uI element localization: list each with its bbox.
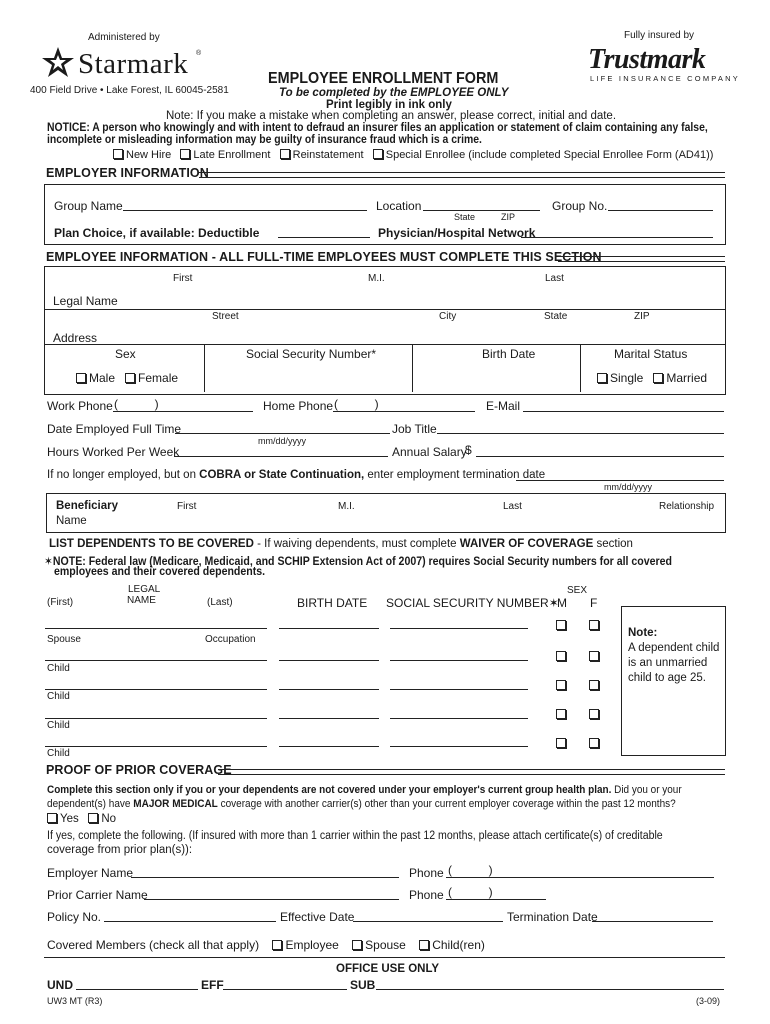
birth-date-label: Birth Date [482,347,536,361]
street-label: Street [212,311,239,322]
employer-phone-paren: ( ) [448,863,493,877]
enrollment-type-options [113,149,713,161]
annual-salary-field[interactable] [476,456,724,457]
section-divider [199,172,725,178]
dep-birth-date-label: BIRTH DATE [297,596,368,610]
female-label: Female [138,371,179,385]
deductible-field[interactable] [278,237,370,238]
prior-carrier-field[interactable] [144,899,399,900]
column-divider [580,344,581,392]
mi-label: M.I. [368,273,385,284]
hours-worked-label: Hours Worked Per Week [47,445,180,459]
sub-label: SUB [350,978,376,992]
reinstatement-option[interactable]: Reinstatement [280,149,364,161]
yes-checkbox[interactable] [47,813,57,823]
form-subtitle: To be completed by the EMPLOYEE ONLY [279,87,509,99]
legal-name-field[interactable] [44,309,725,310]
no-label: No [101,813,117,825]
location-label: Location [376,199,422,213]
policy-no-label: Policy No. [47,910,102,924]
ssn-law-note-1: ✶NOTE: Federal law (Medicare, Medicaid, and SCHIP Extension Act of 2007) requires Social Security numbers for all covered [44,556,673,568]
column-divider [204,344,205,392]
child2-label: Child [47,691,70,702]
job-title-label: Job Title [392,422,437,436]
address-field[interactable] [44,344,725,345]
beneficiary-box [46,493,726,533]
state-label: State [454,212,476,222]
dep-first-label: (First) [47,597,74,608]
dep-ssn-label: SOCIAL SECURITY NUMBER✶ [386,596,559,610]
address-label: Address [53,331,98,345]
carrier-phone-paren: ( ) [448,885,493,899]
spouse-ssn-field[interactable] [390,628,528,629]
marital-status-label: Marital Status [614,347,688,361]
employer-phone-label: Phone [409,866,444,880]
spouse-m-checkbox[interactable] [556,620,566,630]
carrier-phone-field[interactable] [446,899,546,900]
dependents-title: LIST DEPENDENTS TO BE COVERED - If waiving dependents, must complete WAIVER OF COVERAGE section [49,538,633,550]
date-employed-field[interactable] [175,433,390,434]
male-checkbox[interactable] [76,373,86,383]
city-label: City [439,311,457,322]
dependent-note-line: child to age 25. [628,672,707,684]
form-title: EMPLOYEE ENROLLMENT FORM [268,70,499,87]
location-field[interactable] [423,210,540,211]
yes-label: Yes [60,813,79,825]
if-yes-line-2: coverage from prior plan(s)): [47,844,193,856]
effective-date-field[interactable] [353,921,503,922]
address-state-label: State [544,311,568,322]
eff-label: EFF [201,978,224,992]
last-name-label: Last [545,273,564,284]
prior-carrier-label: Prior Carrier Name [47,888,148,902]
form-revision: (3-09) [696,996,721,1006]
work-phone-paren: ( ) [114,397,159,411]
home-phone-paren: ( ) [334,397,379,411]
sub-field[interactable] [376,989,724,990]
job-title-field[interactable] [437,433,724,434]
child1-ssn-field[interactable] [390,660,528,661]
physician-network-label: Physician/Hospital Network [378,226,536,240]
new-hire-checkbox[interactable] [113,149,123,159]
eff-field[interactable] [223,989,347,990]
employer-phone-field[interactable] [446,877,714,878]
single-checkbox[interactable] [597,373,607,383]
covered-members [47,938,485,952]
legal-label: LEGAL [128,584,161,595]
beneficiary-mi-label: M.I. [338,501,355,512]
beneficiary-label: Beneficiary [56,500,119,512]
registered-mark: ® [196,50,202,57]
child2-name-field[interactable] [45,689,267,690]
male-label: Male [89,371,116,385]
occupation-label: Occupation [205,634,256,645]
child2-f-checkbox[interactable] [589,680,599,690]
dep-last-label: (Last) [207,597,233,608]
fraud-notice-1: NOTICE: A person who knowingly and with intent to defraud an insurer files an application or statement of claim containing any false, [47,122,708,134]
office-divider [44,957,725,958]
group-no-field[interactable] [608,210,713,211]
special-enrollee-checkbox[interactable] [373,149,383,159]
email-label: E-Mail [486,399,521,413]
child4-m-checkbox[interactable] [556,738,566,748]
legal-name-label: Legal Name [53,294,118,308]
section-divider [558,256,725,262]
no-checkbox[interactable] [88,813,98,823]
covered-members-label: Covered Members (check all that apply) [47,938,260,952]
form-code: UW3 MT (R3) [47,996,103,1006]
child3-f-checkbox[interactable] [589,709,599,719]
spouse-f-checkbox[interactable] [589,620,599,630]
cm-employee-label: Employee [285,938,339,952]
physician-network-field[interactable] [521,237,713,238]
single-label: Single [610,371,644,385]
date-employed-label: Date Employed Full Time [47,422,182,436]
carrier-phone-label: Phone [409,888,444,902]
email-field[interactable] [523,411,724,412]
cm-spouse-label: Spouse [365,938,406,952]
child4-ssn-field[interactable] [390,746,528,747]
new-hire-option[interactable]: New Hire [113,149,171,161]
dep-f-label: F [590,596,598,610]
fully-insured-by: Fully insured by [624,30,695,41]
effective-date-label: Effective Date [280,910,355,924]
fraud-notice-2: incomplete or misleading information may be guilty of insurance fraud which is a crime. [47,134,482,146]
group-no-label: Group No. [552,199,608,213]
cobra-label: If no longer employed, but on COBRA or State Continuation, enter employment termination date [47,469,546,481]
sex-options [76,371,178,385]
child3-name-field[interactable] [45,718,267,719]
child4-f-checkbox[interactable] [589,738,599,748]
prior-coverage-title: PROOF OF PRIOR COVERAGE [46,763,232,777]
office-use-title: OFFICE USE ONLY [336,963,440,975]
child3-m-checkbox[interactable] [556,709,566,719]
child3-label: Child [47,720,70,731]
und-field[interactable] [76,989,198,990]
relationship-label: Relationship [659,501,715,512]
sex-label: Sex [115,347,136,361]
zip-label: ZIP [501,212,516,222]
spouse-birth-date-field[interactable] [279,628,379,629]
married-checkbox[interactable] [653,373,663,383]
plan-choice-label: Plan Choice, if available: Deductible [54,226,260,240]
group-name-field[interactable] [123,210,367,211]
child4-label: Child [47,748,70,759]
column-divider [412,344,413,392]
child2-m-checkbox[interactable] [556,680,566,690]
employer-name-field[interactable] [131,877,399,878]
asterisk-icon: ✶ [548,596,559,610]
termination-date-field[interactable] [516,480,724,481]
home-phone-label: Home Phone [263,399,334,413]
child4-birth-date-field[interactable] [279,746,379,747]
dep-sex-label: SEX [567,585,588,596]
print-legibly: Print legibly in ink only [326,99,452,111]
if-yes-line-1: If yes, complete the following. (If insured with more than 1 carrier within the past 12 months, please attach certificate(s) of creditable [47,830,663,842]
child1-f-checkbox[interactable] [589,651,599,661]
termination-date-format: mm/dd/yyyy [604,482,653,492]
employee-section-title: EMPLOYEE INFORMATION - ALL FULL-TIME EMPLOYEES MUST COMPLETE THIS SECTION [46,250,602,264]
child2-ssn-field[interactable] [390,689,528,690]
und-label: UND [47,978,73,992]
child1-name-field[interactable] [45,660,267,661]
beneficiary-last-label: Last [503,501,522,512]
employer-name-label: Employer Name [47,866,134,880]
marital-options [597,371,707,385]
dependent-note-line: is an unmarried [628,657,708,669]
cm-children-label: Child(ren) [432,938,485,952]
late-enrollment-checkbox[interactable] [180,149,190,159]
starmark-name: Starmark [78,48,189,80]
prior-termination-date-field[interactable] [592,921,713,922]
ssn-label: Social Security Number* [246,347,377,361]
policy-no-field[interactable] [104,921,276,922]
address-zip-label: ZIP [634,311,650,322]
annual-salary-label: Annual Salary [392,445,467,459]
work-phone-field[interactable] [113,411,253,412]
prior-yes-no [47,813,116,825]
date-format-hint: mm/dd/yyyy [258,436,307,446]
child3-ssn-field[interactable] [390,718,528,719]
employer-section-title: EMPLOYER INFORMATION [46,166,209,180]
starmark-address: 400 Field Drive • Lake Forest, IL 60045-2581 [30,85,229,96]
prior-intro-1: Complete this section only if you or your dependents are not covered under your employer's current group health plan. Did you or your [47,784,682,796]
starmark-logo-icon [40,46,76,80]
home-phone-field[interactable] [333,411,475,412]
cm-employee-checkbox[interactable] [272,940,282,950]
termination-date-label: Termination Date [507,910,598,924]
first-name-label: First [173,273,193,284]
reinstatement-checkbox[interactable] [280,149,290,159]
child4-name-field[interactable] [45,746,267,747]
ssn-law-note-2: employees and their covered dependents. [54,566,266,578]
child1-m-checkbox[interactable] [556,651,566,661]
hours-worked-field[interactable] [174,456,388,457]
female-checkbox[interactable] [125,373,135,383]
child3-birth-date-field[interactable] [279,718,379,719]
dep-m-label: M [557,596,567,610]
dependent-note-title: Note: [628,627,658,639]
work-phone-label: Work Phone [47,399,113,413]
note-mistake: Note: If you make a mistake when completing an answer, please correct, initial and date. [166,110,617,122]
child2-birth-date-field[interactable] [279,689,379,690]
child1-label: Child [47,663,70,674]
late-enrollment-option[interactable]: Late Enrollment [180,149,270,161]
spouse-name-field[interactable] [45,628,267,629]
cm-spouse-checkbox[interactable] [352,940,362,950]
spouse-label: Spouse [47,634,81,645]
group-name-label: Group Name [54,199,123,213]
dependent-note-line: A dependent child [628,642,720,654]
cm-children-checkbox[interactable] [419,940,429,950]
prior-intro-2: dependent(s) have MAJOR MEDICAL coverage with another carrier(s) other than your current employer coverage within the past 12 months? [47,798,676,810]
married-label: Married [666,371,708,385]
child1-birth-date-field[interactable] [279,660,379,661]
section-divider [218,769,725,775]
trustmark-subtitle: LIFE INSURANCE COMPANY [590,74,740,83]
beneficiary-first-label: First [177,501,197,512]
asterisk-icon: ✶ [44,556,53,568]
special-enrollee-option[interactable]: Special Enrollee (include completed Special Enrollee Form (AD41)) [373,149,714,161]
name-label: NAME [127,595,156,606]
dollar-sign: $ [465,443,472,457]
administered-by: Administered by [88,32,160,43]
beneficiary-name-label: Name [56,515,87,527]
trustmark-name: Trustmark [588,44,706,75]
